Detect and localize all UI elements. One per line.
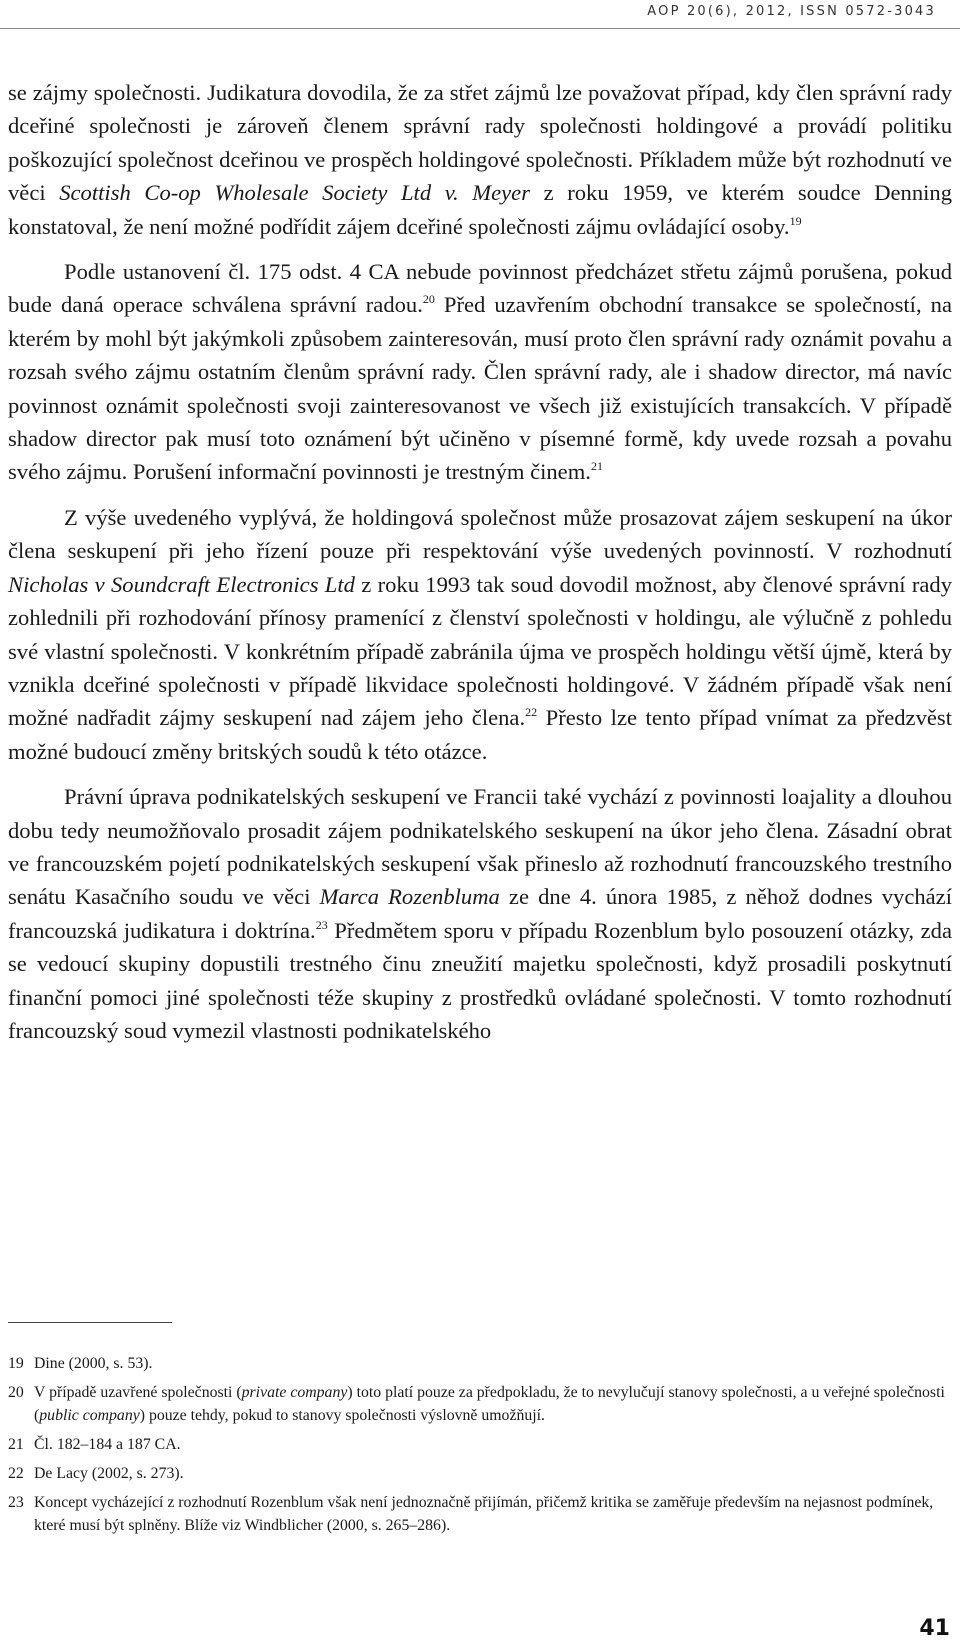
footnote-number: 22	[8, 1465, 24, 1482]
case-name: Scottish Co-op Wholesale Society Ltd v. Meyer	[59, 180, 530, 206]
text-segment: z roku 1993 tak soud dovodil možnost, aby členové správní rady zohlednili při rozhodování přínosy pramenící z členství společnosti v holdingu, ale výlučně z pohledu své vlastní společnosti. V konkrétním případě zabránila újma ve prospěch holdingu větší újmě, která by vznikla dceřiné společnosti v případě likvidace společnosti holdingové. V žádném případě však není možné nadřadit zájmy seskupení nad zájem jeho člena.	[8, 571, 952, 731]
footnote-22	[8, 1462, 952, 1485]
paragraph-2	[8, 255, 952, 489]
running-header	[0, 0, 960, 29]
paragraph-1	[8, 76, 952, 243]
text-segment: se zájmy společnosti. Judikatura dovodila, že za střet zájmů lze považovat případ, kdy člen správní rady dceřiné společnosti je zároveň členem správní rady společnosti holdingové a provádí politiku poškozující společnost dceřinou ve prospěch holdingové společnosti. Příkladem může být rozhodnutí ve věci	[8, 80, 952, 206]
text-segment: ) toto platí pouze za předpokladu, že to nevylučují stanovy společnosti, a u veřejné společnosti (	[34, 1384, 945, 1424]
footnote-23	[8, 1491, 952, 1537]
text-segment: Čl. 182–184 a 187 CA.	[34, 1436, 181, 1453]
text-segment: Koncept vycházející z rozhodnutí Rozenblum však není jednoznačně přijímán, přičemž kritika se zaměřuje především na nejasnost podmínek, které musí být splněny. Blíže viz Windblicher (2000, s. 265–286).	[34, 1494, 934, 1534]
text-segment: Přesto lze tento případ vnímat za předzvěst možné budoucí změny britských soudů k této otázce.	[8, 705, 952, 764]
text-segment: ) pouze tehdy, pokud to stanovy společnosti výslovně umožňují.	[139, 1407, 545, 1424]
paragraph-4	[8, 780, 952, 1047]
case-name: Marca Rozenbluma	[319, 884, 500, 910]
term-italic: private company	[241, 1384, 348, 1401]
text-segment: z roku 1959, ve kterém soudce Denning konstatoval, že není možné podřídit zájem dceřiné společnosti zájmu ovládající osoby.	[8, 180, 953, 239]
journal-citation: AOP 20(6), 2012, ISSN 0572-3043	[647, 4, 936, 19]
footnote-number: 20	[8, 1384, 24, 1401]
paragraph-3	[8, 501, 952, 768]
footnote-ref-22[interactable]: 22	[525, 705, 538, 720]
text-segment: V případě uzavřené společnosti (	[34, 1384, 242, 1401]
term-italic: public company	[39, 1407, 140, 1424]
footnote-ref-20[interactable]: 20	[422, 292, 435, 307]
footnote-text	[34, 1433, 952, 1456]
footnote-text	[34, 1381, 952, 1427]
text-segment: Dine (2000, s. 53).	[34, 1355, 153, 1372]
footnote-text	[34, 1462, 952, 1485]
case-name: Nicholas v Soundcraft Electronics Ltd	[8, 571, 355, 597]
footnote-text	[34, 1352, 952, 1375]
footnote-number: 19	[8, 1355, 24, 1372]
footnote-19	[8, 1352, 952, 1375]
text-segment: Z výše uvedeného vyplývá, že holdingová společnost může prosazovat zájem seskupení na úkor člena seskupení při jeho řízení pouze při respektování výše uvedených povinností. V rozhodnutí	[8, 504, 952, 564]
footnote-ref-19[interactable]: 19	[789, 213, 802, 228]
text-segment: De Lacy (2002, s. 273).	[34, 1465, 184, 1482]
footnote-20	[8, 1381, 952, 1427]
text-segment: ze dne 4. února 1985, z něhož dodnes vychází francouzská judikatura i doktrína.	[8, 884, 952, 943]
footnote-number: 21	[8, 1436, 24, 1453]
footnote-number: 23	[8, 1494, 24, 1511]
footnote-text	[34, 1491, 952, 1537]
text-segment: Předmětem sporu v případu Rozenblum bylo posouzení otázky, zda se vedoucí skupiny dopustili trestného činu zneužití majetku společnosti, když prosadili poskytnutí finanční pomoci jiné společnosti téže skupiny z prostředků ovládané společnosti. V tomto rozhodnutí francouzský soud vymezil vlastnosti podnikatelského	[8, 917, 952, 1043]
footnote-divider	[8, 1322, 172, 1323]
footnotes	[8, 1352, 952, 1543]
text-segment: Před uzavřením obchodní transakce se společností, na kterém by mohl být jakýmkoli způsobem zainteresován, musí proto člen správní rady oznámit povahu a rozsah svého zájmu ostatním členům správní rady. Člen správní rady, ale i shadow director, má navíc povinnost oznámit společnosti svoji zainteresovanost ve všech již existujících transakcích. V případě shadow director pak musí toto oznámení být učiněno v písemné formě, kdy uvede rozsah a povahu svého zájmu. Porušení informační povinnosti je trestným činem.	[8, 292, 952, 485]
text-segment: Právní úprava podnikatelských seskupení ve Francii také vychází z povinnosti loajality a dlouhou dobu tedy neumožňovalo prosadit zájem podnikatelského seskupení na úkor jeho člena. Zásadní obrat ve francouzském pojetí podnikatelských seskupení však přineslo až rozhodnutí francouzského trestního senátu Kasačního soudu ve věci	[8, 784, 952, 910]
page-number: 41	[919, 1616, 950, 1641]
text-segment: Podle ustanovení čl. 175 odst. 4 CA nebude povinnost předcházet střetu zájmů porušena, pokud bude daná operace schválena správní radou.	[8, 259, 952, 318]
footnote-ref-21[interactable]: 21	[590, 459, 603, 474]
footnote-ref-23[interactable]: 23	[315, 917, 328, 932]
article-body	[8, 76, 952, 1047]
footnote-21	[8, 1433, 952, 1456]
